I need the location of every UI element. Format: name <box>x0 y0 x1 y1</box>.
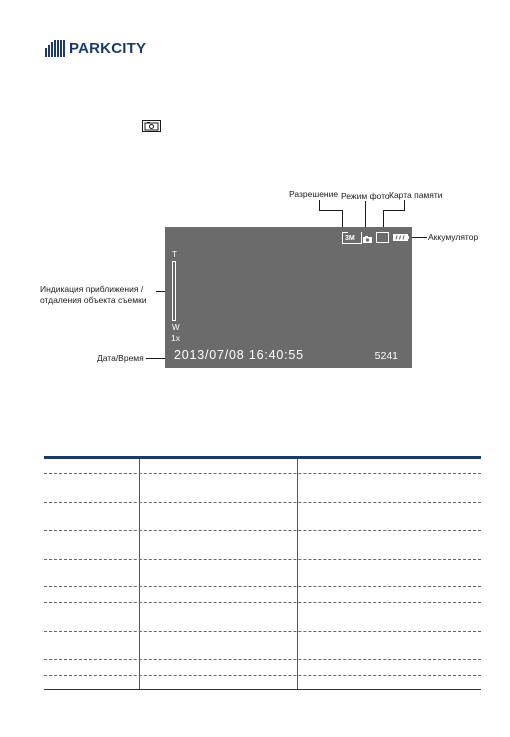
table-row-divider <box>44 586 481 587</box>
label-battery: Аккумулятор <box>428 232 479 242</box>
label-datetime: Дата/Время <box>97 353 144 363</box>
table-row-divider <box>44 631 481 632</box>
table-row-divider <box>44 675 481 676</box>
label-photo-mode: Режим фото <box>341 191 390 201</box>
table-col-divider <box>297 459 298 690</box>
zoom-bar <box>172 261 176 321</box>
logo-text: PARKCITY <box>69 39 147 57</box>
camera-screen <box>165 227 412 368</box>
zoom-level: 1x <box>171 333 180 343</box>
memory-card-icon <box>376 232 389 243</box>
battery-icon <box>393 234 409 241</box>
table-row-divider <box>44 502 481 503</box>
table-row-divider <box>44 473 481 474</box>
shot-counter: 5241 <box>374 350 398 362</box>
settings-table <box>44 456 481 690</box>
label-zoom-line1: Индикация приближения / <box>40 284 144 294</box>
parkcity-logo <box>45 39 146 57</box>
building-icon <box>45 40 67 57</box>
table-col-divider <box>139 459 140 690</box>
zoom-wide-label: W <box>172 323 180 332</box>
resolution-value: 3M <box>345 235 355 242</box>
table-row-divider <box>44 530 481 531</box>
table-bottom-rule <box>44 689 481 690</box>
leader-battery <box>411 237 427 238</box>
label-resolution: Разрешение <box>289 189 339 199</box>
zoom-tele-label: T <box>172 250 177 259</box>
screen-datetime: 2013/07/08 16:40:55 <box>174 348 304 362</box>
photo-mode-icon <box>363 236 372 243</box>
table-row-divider <box>44 559 481 560</box>
leader-resolution-h <box>319 210 343 211</box>
label-memory-card: Карта памяти <box>389 190 443 200</box>
leader-card-h <box>383 210 405 211</box>
table-row-divider <box>44 602 481 603</box>
table-top-rule <box>44 456 481 459</box>
camera-icon <box>142 120 161 132</box>
table-row-divider <box>44 659 481 660</box>
label-zoom-line2: отдаления объекта съемки <box>40 295 147 305</box>
